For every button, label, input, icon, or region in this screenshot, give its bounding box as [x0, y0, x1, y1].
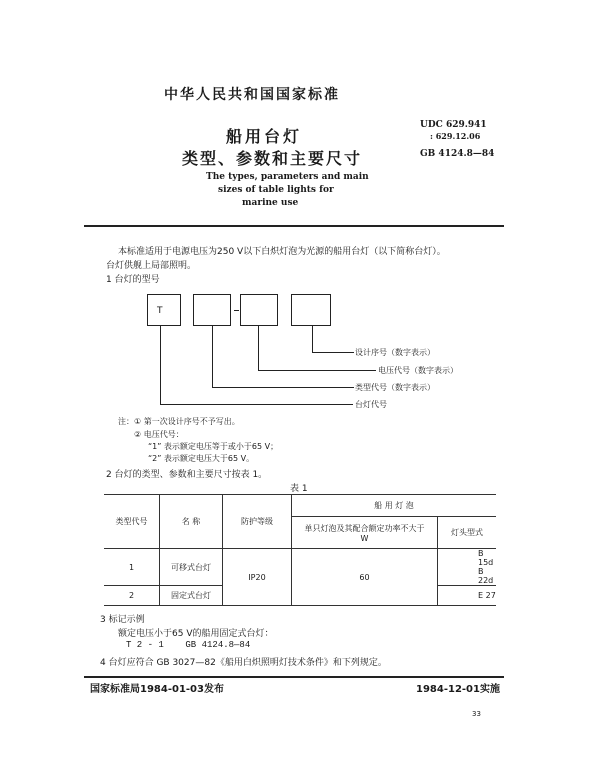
leader-lamp-vertical [160, 326, 161, 404]
title-en-line1: The types, parameters and main [206, 172, 369, 182]
th-lamp-group: 船 用 灯 泡 [292, 495, 497, 517]
intro-line1: 本标准适用于电源电压为250 V以下白炽灯泡为光源的船用台灯（以下简称台灯）。 [118, 247, 446, 257]
th-type-code: 类型代号 [104, 495, 160, 549]
cell-base-1b: B 22d [478, 567, 494, 585]
model-dash [234, 310, 239, 311]
country-standard-heading: 中华人民共和国国家标准 [164, 87, 340, 103]
marking-example: T 2 - 1 GB 4124.8—84 [126, 640, 251, 650]
leader-type-vertical [212, 326, 213, 387]
leader-type-horizontal [212, 387, 354, 388]
th-base: 灯头型式 [438, 517, 497, 549]
title-en-line3: marine use [242, 198, 299, 208]
title-zh-line2: 类型、参数和主要尺寸 [182, 149, 363, 168]
page-number: 33 [472, 710, 481, 718]
section3-heading: 3 标记示例 [100, 615, 145, 625]
th-power-unit: W [360, 533, 369, 543]
table-1 [104, 494, 496, 606]
issued-by: 国家标准局1984-01-03发布 [90, 684, 224, 695]
model-box-design-number [291, 294, 331, 326]
intro-line2: 台灯供舰上局部照明。 [106, 261, 197, 271]
cell-name-2: 固定式台灯 [160, 586, 223, 606]
model-box-lamp-code [147, 294, 181, 326]
section1-heading: 1 台灯的型号 [106, 275, 160, 285]
th-power-text: 单只灯泡及其配合额定功率不大于 [304, 523, 425, 533]
leader-voltage-horizontal [258, 370, 376, 371]
cell-protection: IP20 [223, 549, 292, 606]
th-name: 名 称 [160, 495, 223, 549]
leader-lamp-horizontal [160, 404, 353, 405]
cell-power: 60 [292, 549, 438, 606]
section2-heading: 2 台灯的类型、参数和主要尺寸按表 1。 [106, 470, 268, 480]
header-rule [84, 225, 504, 227]
leader-design-horizontal [312, 352, 354, 353]
note-3: “1” 表示额定电压等于或小于65 V； [148, 442, 279, 451]
footer-rule [84, 676, 504, 678]
section4-heading: 4 台灯应符合 GB 3027—82《船用白炽照明灯技术条件》和下列规定。 [100, 658, 387, 668]
cell-code-1: 1 [104, 549, 160, 586]
udc-code-line2: : 629.12.06 [430, 131, 481, 141]
th-protection: 防护等级 [223, 495, 292, 549]
title-zh-line1: 船用台灯 [226, 127, 303, 146]
note-1: 注：① 第一次设计序号不予写出。 [118, 417, 240, 426]
section3-line1: 额定电压小于65 V的船用固定式台灯： [118, 629, 274, 639]
leader-voltage-vertical [258, 326, 259, 370]
model-box-label: T [157, 306, 163, 316]
cell-name-1: 可移式台灯 [160, 549, 223, 586]
note-4: “2” 表示额定电压大于65 V。 [148, 454, 255, 463]
gb-code: GB 4124.8—84 [420, 149, 495, 159]
th-power [292, 517, 438, 549]
leader-label-lamp: 台灯代号 [355, 400, 387, 409]
udc-code-line1: UDC 629.941 [420, 120, 487, 130]
table-row [104, 549, 496, 586]
leader-label-type: 类型代号（数字表示） [355, 383, 435, 392]
effective-date: 1984-12-01实施 [416, 684, 500, 695]
leader-design-vertical [312, 326, 313, 352]
cell-base-1a: B 15d [478, 549, 494, 567]
model-box-voltage-code [240, 294, 278, 326]
cell-code-2: 2 [104, 586, 160, 606]
cell-base-1 [438, 549, 497, 586]
title-en-line2: sizes of table lights for [218, 185, 334, 195]
leader-label-voltage: 电压代号（数字表示） [378, 366, 458, 375]
model-box-type-code [193, 294, 231, 326]
leader-label-design: 设计序号（数字表示） [355, 348, 435, 357]
table-caption: 表 1 [290, 484, 308, 494]
cell-base-2: E 27 [438, 586, 497, 606]
note-2: ② 电压代号： [134, 430, 184, 439]
